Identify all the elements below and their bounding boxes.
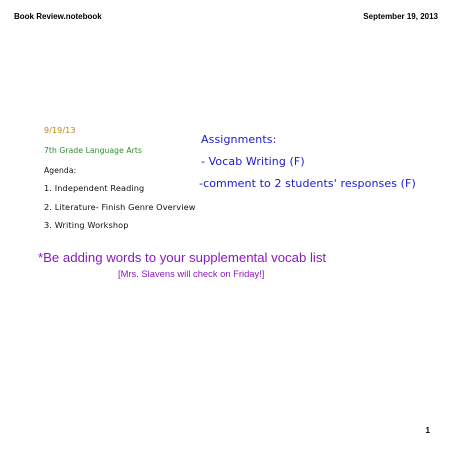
vocab-reminder: *Be adding words to your supplemental vocab list <box>38 250 327 265</box>
agenda-item-literature: 2. Literature- Finish Genre Overview <box>44 202 196 212</box>
class-name: 7th Grade Language Arts <box>44 146 143 155</box>
assignment-vocab-writing: - Vocab Writing (F) <box>201 155 305 168</box>
teacher-check-note: [Mrs. Slavens will check on Friday!] <box>118 268 265 279</box>
header-date: September 19, 2013 <box>363 12 438 21</box>
assignment-comment-responses: -comment to 2 students' responses (F) <box>199 177 416 190</box>
assignments-title: Assignments: <box>201 133 277 146</box>
lesson-date: 9/19/13 <box>44 126 76 135</box>
notebook-file-name: Book Review.notebook <box>14 12 102 21</box>
page-number: 1 <box>425 426 430 435</box>
agenda-label: Agenda: <box>44 166 77 175</box>
agenda-item-writing-workshop: 3. Writing Workshop <box>44 220 129 230</box>
agenda-item-independent-reading: 1. Independent Reading <box>44 183 145 193</box>
